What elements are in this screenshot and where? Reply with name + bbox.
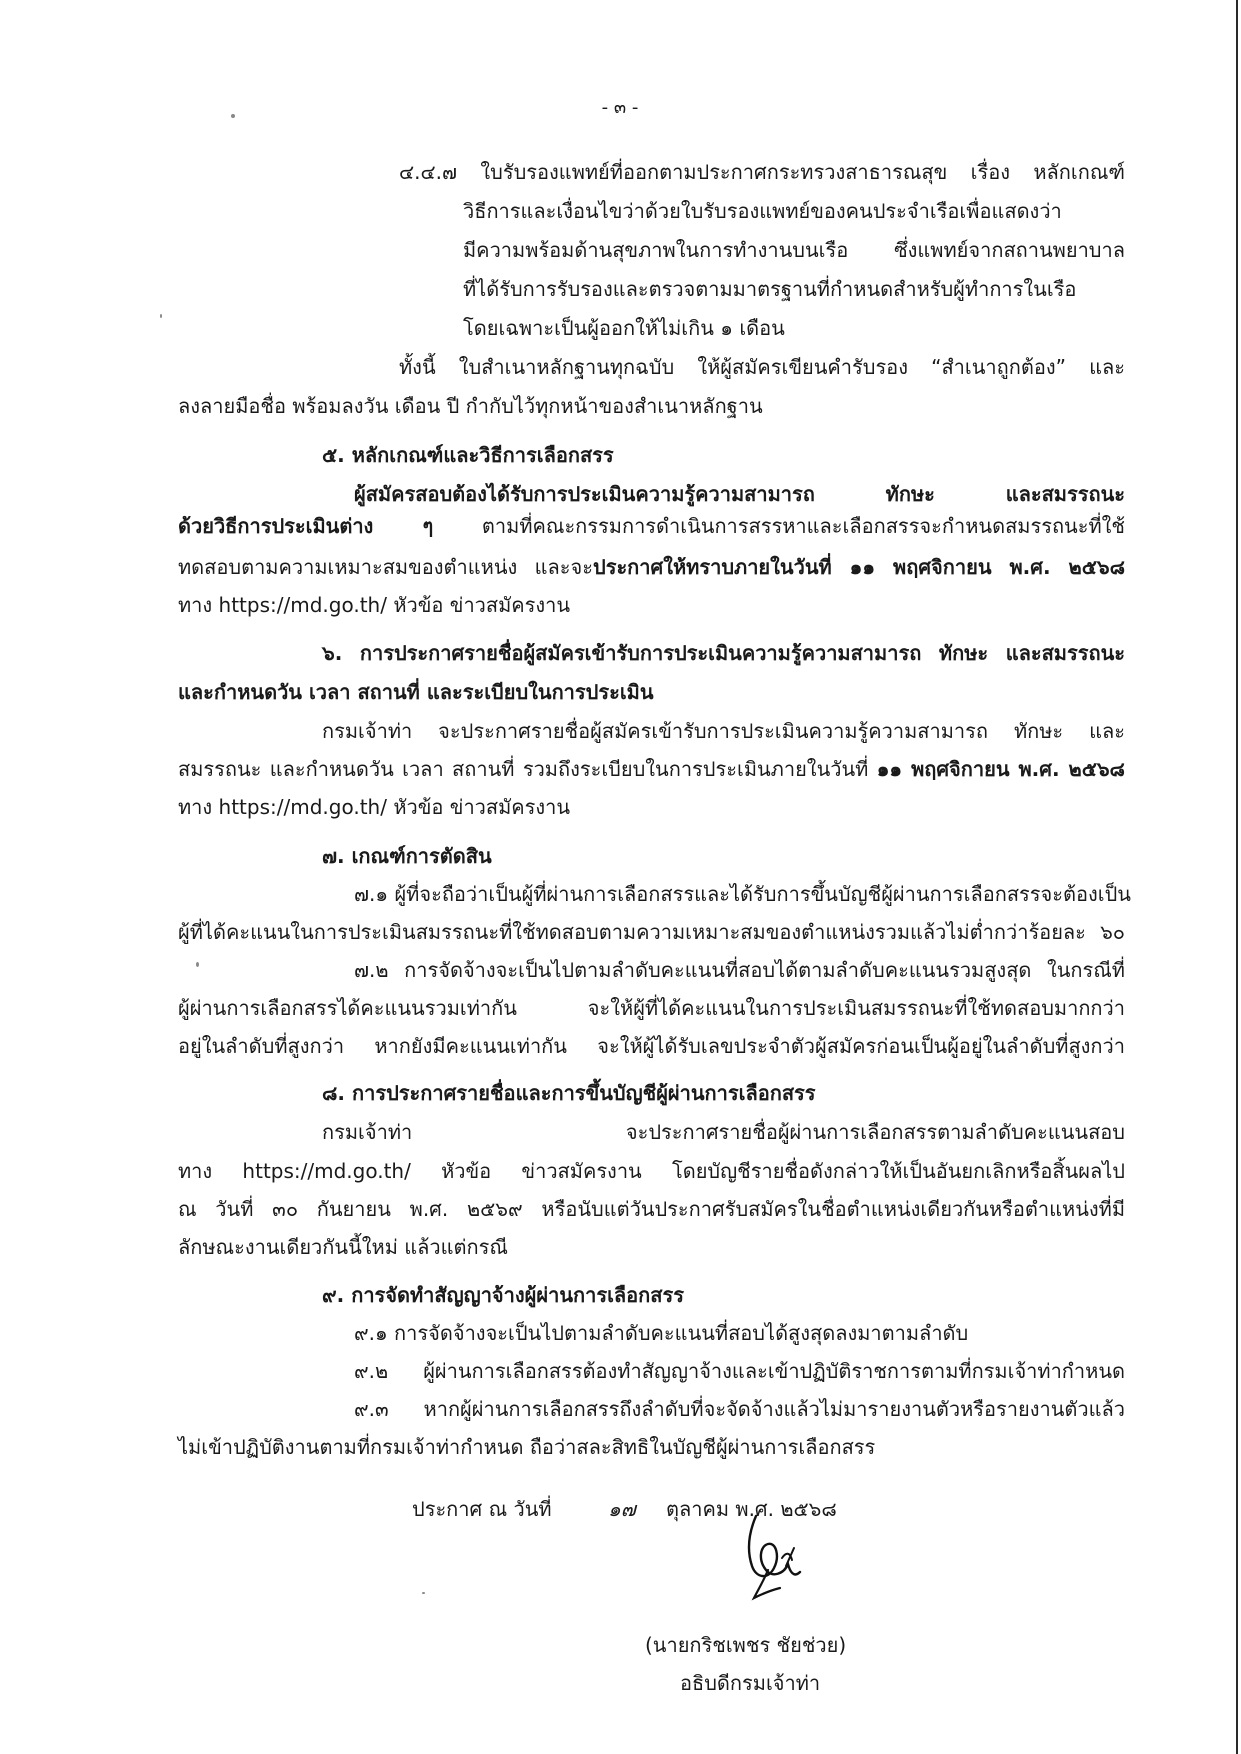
scan-speck <box>422 1592 425 1594</box>
announcement-day: ๑๗ <box>608 1497 636 1521</box>
section-9-line: ๙.๒ ผู้ผ่านการเลือกสรรต้องทำสัญญาจ้างและเข้าปฏิบัติราชการตามที่กรมเจ้าท่ากำหนด <box>354 1359 1125 1383</box>
signature-image <box>728 1508 808 1608</box>
item-447-line: ๔.๔.๗ ใบรับรองแพทย์ที่ออกตามประกาศกระทรวงสาธารณสุข เรื่อง หลักเกณฑ์ <box>399 160 1125 184</box>
section-9-line: ไม่เข้าปฏิบัติงานตามที่กรมเจ้าท่ากำหนด ถือว่าสละสิทธิในบัญชีผู้ผ่านการเลือกสรร <box>178 1435 876 1459</box>
page-number: - ๓ - <box>601 97 639 118</box>
signatory-name: (นายกริชเพชร ชัยช่วย) <box>645 1633 847 1657</box>
item-447-line: ที่ได้รับการรับรองและตรวจตามมาตรฐานที่กำหนดสำหรับผู้ทำการในเรือ <box>463 277 1077 301</box>
section-6-line <box>178 754 1125 784</box>
section-5-line: ผู้สมัครสอบต้องได้รับการประเมินความรู้ความสามารถ ทักษะ และสมรรถนะ <box>354 482 1125 506</box>
section-7-line: อยู่ในลำดับที่สูงกว่า หากยังมีคะแนนเท่ากัน จะให้ผู้ได้รับเลขประจำตัวผู้สมัครก่อนเป็นผู้อยู่ในลำดับที่สูงกว่า <box>178 1034 1125 1058</box>
section-8-heading: ๘. การประกาศรายชื่อและการขึ้นบัญชีผู้ผ่านการเลือกสรร <box>322 1081 816 1105</box>
section-5-line <box>178 552 1125 582</box>
signatory-title: อธิบดีกรมเจ้าท่า <box>680 1671 821 1695</box>
section-8-line: ทาง https://md.go.th/ หัวข้อ ข่าวสมัครงาน โดยบัญชีรายชื่อดังกล่าวให้เป็นอันยกเลิกหรือสิ้นผลไป <box>178 1159 1125 1183</box>
section-8-line: ณ วันที่ ๓๐ กันยายน พ.ศ. ๒๕๖๙ หรือนับแต่วันประกาศรับสมัครในชื่อตำแหน่งเดียวกันหรือตำแหน่งที่มี <box>178 1197 1125 1221</box>
certify-note-line: ทั้งนี้ ใบสำเนาหลักฐานทุกฉบับ ให้ผู้สมัครเขียนคำรับรอง “สำเนาถูกต้อง” และ <box>399 355 1125 379</box>
scan-edge-line <box>1236 0 1238 1754</box>
section-6-heading: ๖. การประกาศรายชื่อผู้สมัครเข้ารับการประเมินความรู้ความสามารถ ทักษะ และสมรรถนะ <box>322 641 1125 665</box>
section-5-line-rest: ตามที่คณะกรรมการดำเนินการสรรหาและเลือกสรรจะกำหนดสมรรถนะที่ใช้ <box>433 514 1125 538</box>
section-7-line: ผู้ผ่านการเลือกสรรได้คะแนนรวมเท่ากัน จะให้ผู้ที่ได้คะแนนในการประเมินสมรรถนะที่ใช้ทดสอบมากกว่า <box>178 996 1125 1020</box>
section-5-line <box>178 511 1125 541</box>
section-5-line-pre: ทดสอบตามความเหมาะสมของตำแหน่ง และจะ <box>178 555 593 579</box>
item-447-line: โดยเฉพาะเป็นผู้ออกให้ไม่เกิน ๑ เดือน <box>463 316 785 340</box>
section-5-announce-date: ประกาศให้ทราบภายในวันที่ ๑๑ พฤศจิกายน พ.ศ. ๒๕๖๘ <box>593 555 1125 579</box>
section-5-line: ทาง https://md.go.th/ หัวข้อ ข่าวสมัครงาน <box>178 593 571 617</box>
section-6-line-pre: สมรรถนะ และกำหนดวัน เวลา สถานที่ รวมถึงระเบียบในการประเมินภายในวันที่ <box>178 757 877 781</box>
section-9-line: ๙.๓ หากผู้ผ่านการเลือกสรรถึงลำดับที่จะจัดจ้างแล้วไม่มารายงานตัวหรือรายงานตัวแล้ว <box>354 1397 1125 1421</box>
section-5-heading: ๕. หลักเกณฑ์และวิธีการเลือกสรร <box>322 443 614 467</box>
certify-note-line: ลงลายมือชื่อ พร้อมลงวัน เดือน ปี กำกับไว้ทุกหน้าของสำเนาหลักฐาน <box>178 394 763 418</box>
section-6-heading: และกำหนดวัน เวลา สถานที่ และระเบียบในการประเมิน <box>178 680 654 704</box>
item-447-line: มีความพร้อมด้านสุขภาพในการทำงานบนเรือ ซึ่งแพทย์จากสถานพยาบาล <box>463 238 1125 262</box>
scan-speck <box>231 114 235 118</box>
section-7-line: ๗.๑ ผู้ที่จะถือว่าเป็นผู้ที่ผ่านการเลือกสรรและได้รับการขึ้นบัญชีผู้ผ่านการเลือกสรรจะต้องเป็น <box>354 882 1131 906</box>
scan-speck <box>160 314 162 318</box>
section-8-line: ลักษณะงานเดียวกันนี้ใหม่ แล้วแต่กรณี <box>178 1235 508 1259</box>
section-9-line: ๙.๑ การจัดจ้างจะเป็นไปตามลำดับคะแนนที่สอบได้สูงสุดลงมาตามลำดับ <box>354 1321 969 1345</box>
section-6-announce-date: ๑๑ พฤศจิกายน พ.ศ. ๒๕๖๘ <box>876 757 1125 781</box>
item-447-line: วิธีการและเงื่อนไขว่าด้วยใบรับรองแพทย์ของคนประจำเรือเพื่อแสดงว่า <box>463 199 1062 223</box>
section-6-line: กรมเจ้าท่า จะประกาศรายชื่อผู้สมัครเข้ารับการประเมินความรู้ความสามารถ ทักษะ และ <box>322 719 1125 743</box>
section-8-line: กรมเจ้าท่า จะประกาศรายชื่อผู้ผ่านการเลือกสรรตามลำดับคะแนนสอบ <box>322 1120 1125 1144</box>
section-6-line: ทาง https://md.go.th/ หัวข้อ ข่าวสมัครงาน <box>178 795 571 819</box>
section-7-line: ผู้ที่ได้คะแนนในการประเมินสมรรถนะที่ใช้ทดสอบตามความเหมาะสมของตำแหน่งรวมแล้วไม่ต่ำกว่าร้อยละ ๖๐ <box>178 920 1125 944</box>
announcement-month-year: ตุลาคม พ.ศ. ๒๕๖๘ <box>666 1497 837 1521</box>
section-7-line: ๗.๒ การจัดจ้างจะเป็นไปตามลำดับคะแนนที่สอบได้ตามลำดับคะแนนรวมสูงสุด ในกรณีที่ <box>354 958 1125 982</box>
section-7-heading: ๗. เกณฑ์การตัดสิน <box>322 844 492 868</box>
scan-speck <box>196 962 199 967</box>
section-5-method: ด้วยวิธีการประเมินต่าง ๆ <box>178 514 434 538</box>
announcement-label: ประกาศ ณ วันที่ <box>412 1497 552 1521</box>
section-9-heading: ๙. การจัดทำสัญญาจ้างผู้ผ่านการเลือกสรร <box>322 1283 684 1307</box>
